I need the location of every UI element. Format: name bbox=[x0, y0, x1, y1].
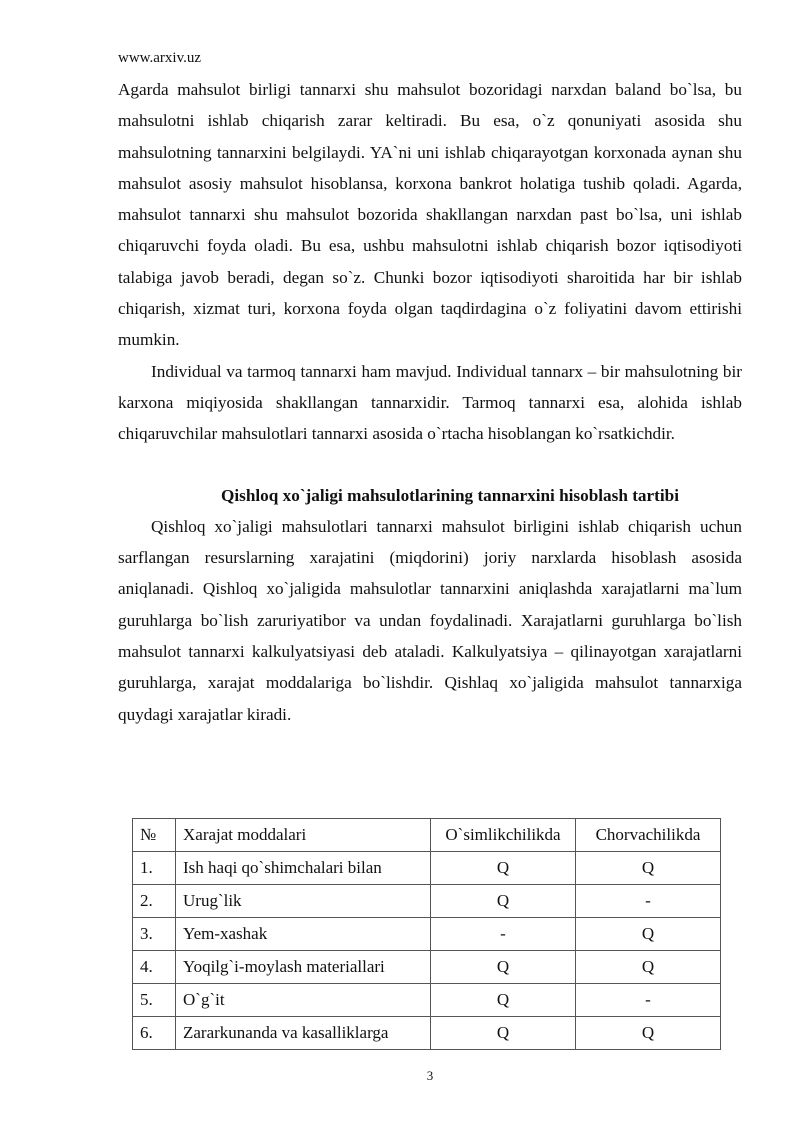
paragraph-3: Qishloq xo`jaligi mahsulotlari tannarxi mahsulot birligini ishlab chiqarish uchun sarflangan resurslarning xarajatini (miqdorini) joriy narxlarda hisoblash asosida aniqlanadi. Qishloq xo`jaligida mahsulotlar tannarxini aniqlashda xarajatlarni ma`lum guruhlarga bo`lish zaruriyatibor va undan foydalinadi. Xarajatlarni guruhlarga bo`lish mahsulot tannarxi kalkulyatsiyasi deb ataladi. Kalkulyatsiya – qilinayotgan xarajatlarni guruhlarga, xarajat moddalariga bo`lishdir. Qishlaq xo`jaligida mahsulot tannarxiga quydagi xarajatlar kiradi. bbox=[118, 516, 742, 724]
row-number: 1. bbox=[133, 852, 176, 885]
expense-table bbox=[132, 818, 721, 1050]
paragraph-2: Individual va tarmoq tannarxi ham mavjud. Individual tannarx – bir mahsulotning bir karxona miqiyosida shakllangan tannarxidir. Tarmoq tannarxi esa, alohida ishlab chiqaruvchilar mahsulotlari tannarxi asosida o`rtacha hisoblangan ko`rsatkichdir. bbox=[118, 361, 742, 444]
header-livestock: Chorvachilikda bbox=[576, 819, 721, 852]
header-number: № bbox=[133, 819, 176, 852]
row-expense-item: Yoqilg`i-moylash materiallari bbox=[176, 951, 431, 984]
table-row bbox=[133, 984, 721, 1017]
table-header-row bbox=[133, 819, 721, 852]
row-livestock-value: Q bbox=[576, 1017, 721, 1050]
row-livestock-value: Q bbox=[576, 918, 721, 951]
row-expense-item: O`g`it bbox=[176, 984, 431, 1017]
row-number: 3. bbox=[133, 918, 176, 951]
table-row bbox=[133, 918, 721, 951]
table-row bbox=[133, 852, 721, 885]
page-number: 3 bbox=[426, 1068, 434, 1083]
header-crop-production: O`simlikchilikda bbox=[431, 819, 576, 852]
row-livestock-value: - bbox=[576, 984, 721, 1017]
paragraph-1: Agarda mahsulot birligi tannarxi shu mahsulot bozoridagi narxdan baland bo`lsa, bu mahsulotni ishlab chiqarish zarar keltiradi. Bu esa, o`z qonuniyati asosida shu mahsulotning tannarxini belgilaydi. YA`ni uni ishlab chiqarayotgan korxonada aynan shu mahsulot asosiy mahsulot hisoblansa, korxona bankrot holatiga tushib qoladi. Agarda, mahsulot tannarxi shu mahsulot bozorida shakllangan narxdan past bo`lsa, uni ishlab chiqaruvchi foyda oladi. Bu esa, ushbu mahsulotni ishlab chiqarish bozor iqtisodiyoti talabiga javob beradi, degan so`z. Chunki bozor iqtisodiyoti sharoitida har bir ishlab chiqarish, xizmat turi, korxona foyda olgan taqdirdagina o`z foliyatini davom ettirishi mumkin. bbox=[118, 80, 742, 350]
row-crop-value: Q bbox=[431, 885, 576, 918]
row-crop-value: Q bbox=[431, 1017, 576, 1050]
row-number: 5. bbox=[133, 984, 176, 1017]
table-row bbox=[133, 885, 721, 918]
table-row bbox=[133, 951, 721, 984]
row-livestock-value: - bbox=[576, 885, 721, 918]
row-expense-item: Zararkunanda va kasalliklarga bbox=[176, 1017, 431, 1050]
row-number: 2. bbox=[133, 885, 176, 918]
row-livestock-value: Q bbox=[576, 852, 721, 885]
row-crop-value: Q bbox=[431, 951, 576, 984]
section-heading: Qishloq xo`jaligi mahsulotlarining tannarxini hisoblash tartibi bbox=[221, 485, 679, 505]
document-body bbox=[118, 74, 742, 730]
site-header: www.arxiv.uz bbox=[118, 50, 202, 66]
row-number: 4. bbox=[133, 951, 176, 984]
table-row bbox=[133, 1017, 721, 1050]
header-expense-items: Xarajat moddalari bbox=[176, 819, 431, 852]
row-number: 6. bbox=[133, 1017, 176, 1050]
row-expense-item: Ish haqi qo`shimchalari bilan bbox=[176, 852, 431, 885]
row-crop-value: Q bbox=[431, 984, 576, 1017]
row-expense-item: Urug`lik bbox=[176, 885, 431, 918]
row-livestock-value: Q bbox=[576, 951, 721, 984]
row-crop-value: - bbox=[431, 918, 576, 951]
row-expense-item: Yem-xashak bbox=[176, 918, 431, 951]
row-crop-value: Q bbox=[431, 852, 576, 885]
